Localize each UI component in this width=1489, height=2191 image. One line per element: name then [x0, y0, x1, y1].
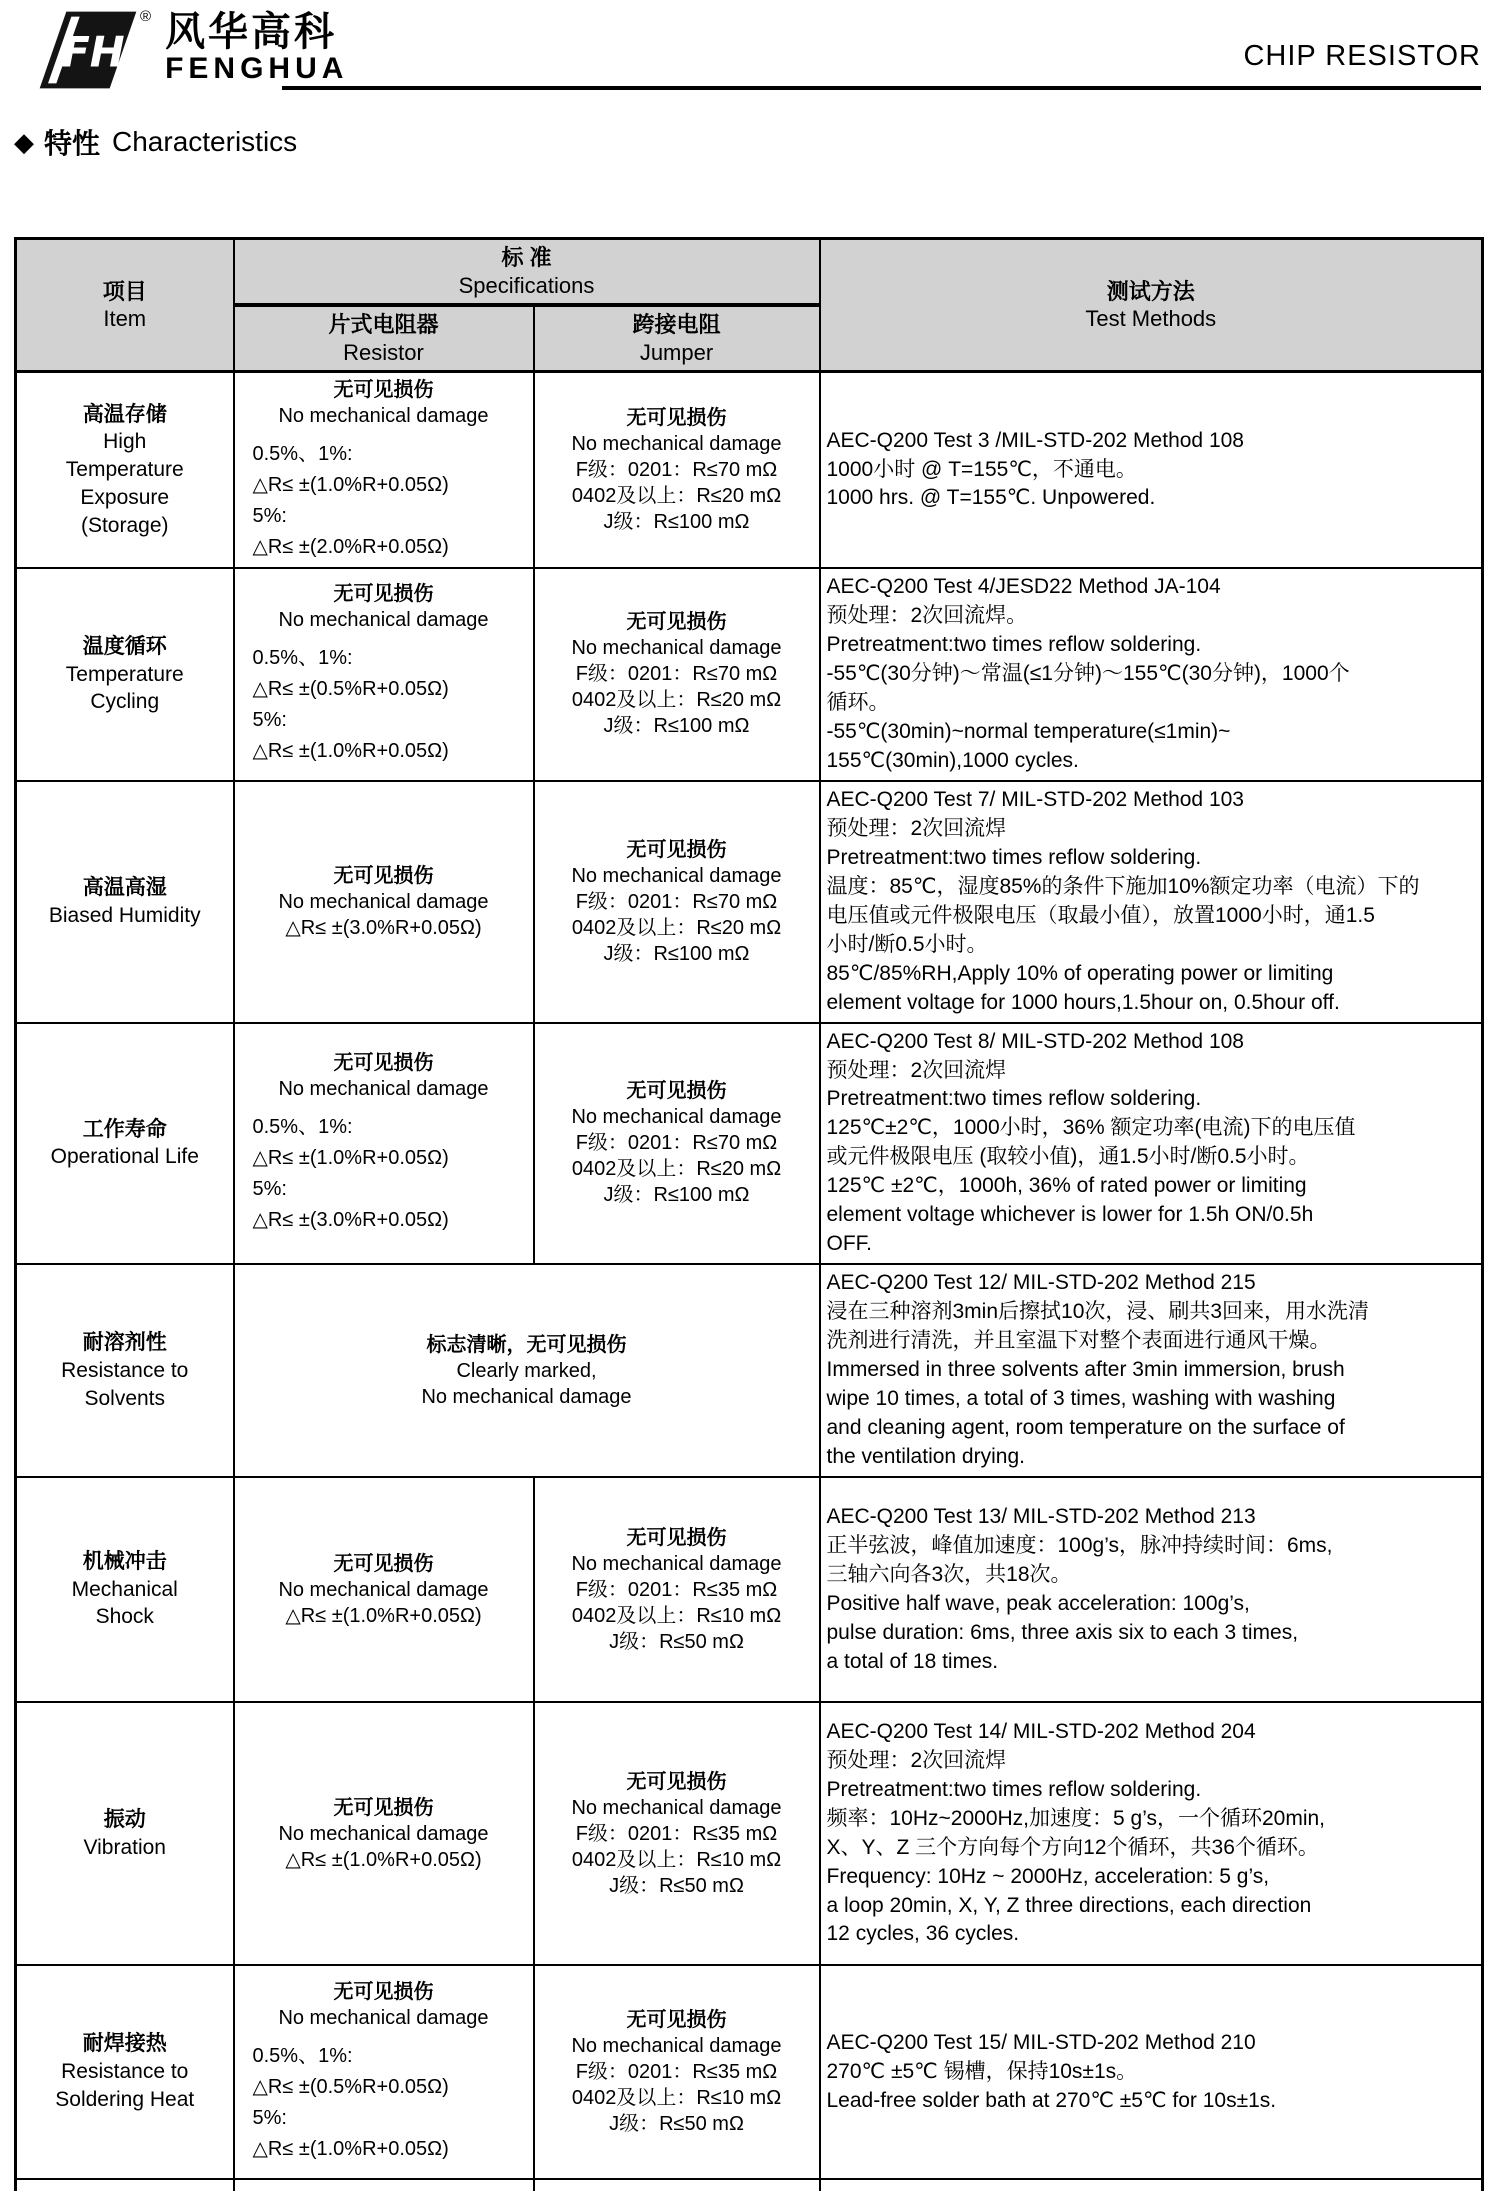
- resistor-spec-cell: [234, 372, 534, 569]
- item-cell: [16, 568, 234, 781]
- resistor-spec-line: No mechanical damage: [241, 403, 527, 429]
- test-methods-cell: [820, 372, 1483, 569]
- resistor-tolerance-line: 5%:: [253, 705, 527, 736]
- resistor-tolerance-line: 5%:: [253, 2103, 527, 2134]
- jumper-spec-cell-line: 无可见损伤: [541, 405, 813, 431]
- item-cell: [16, 1477, 234, 1702]
- doc-title: CHIP RESISTOR: [1243, 40, 1481, 73]
- item-cell-line: 温度循环: [23, 633, 227, 661]
- partial-cell: [820, 2179, 1483, 2191]
- test-methods-cell-line: 预处理：2次回流焊: [827, 1057, 1476, 1086]
- col-header-jumper-en: Jumper: [541, 339, 813, 367]
- item-cell-line: 振动: [23, 1806, 227, 1834]
- test-methods-cell-line: 125℃ ±2℃，1000h, 36% of rated power or limiting: [827, 1172, 1476, 1201]
- resistor-spec-line: 无可见损伤: [241, 863, 527, 889]
- item-cell-line: Exposure: [23, 484, 227, 512]
- item-cell-line: Biased Humidity: [23, 902, 227, 930]
- col-header-spec-en: Specifications: [241, 272, 813, 300]
- item-cell-line: 工作寿命: [23, 1116, 227, 1144]
- test-methods-cell: [820, 568, 1483, 781]
- resistor-spec-line: △R≤ ±(1.0%R+0.05Ω): [241, 1847, 527, 1873]
- item-cell-line: Soldering Heat: [23, 2086, 227, 2114]
- resistor-spec-center: [241, 377, 527, 429]
- test-methods-cell-line: 预处理：2次回流焊: [827, 1747, 1476, 1776]
- item-cell-line: Temperature: [23, 661, 227, 689]
- test-methods-cell-line: 1000 hrs. @ T=155℃. Unpowered.: [827, 484, 1476, 513]
- resistor-spec-center: [241, 1795, 527, 1873]
- test-methods-cell-line: 或元件极限电压 (取较小值)，通1.5小时/断0.5小时。: [827, 1143, 1476, 1172]
- brand-name-en: FENGHUA: [165, 52, 348, 85]
- col-header-spec-cn: 标 准: [241, 244, 813, 272]
- test-methods-cell-line: wipe 10 times, a total of 3 times, washing with washing: [827, 1385, 1476, 1414]
- jumper-spec-cell-line: 0402及以上：R≤10 mΩ: [541, 1847, 813, 1873]
- resistor-spec-line: 无可见损伤: [241, 1050, 527, 1076]
- test-methods-cell-line: AEC-Q200 Test 13/ MIL-STD-202 Method 213: [827, 1503, 1476, 1532]
- resistor-tolerance-line: △R≤ ±(2.0%R+0.05Ω): [253, 532, 527, 563]
- test-methods-cell-line: 155℃(30min),1000 cycles.: [827, 747, 1476, 776]
- item-cell-line: 高温高湿: [23, 874, 227, 902]
- resistor-spec-cell: [234, 1023, 534, 1265]
- table-row: [16, 1264, 1483, 1477]
- test-methods-cell-line: Lead-free solder bath at 270℃ ±5℃ for 10s±1s.: [827, 2087, 1476, 2116]
- jumper-spec-cell-line: 无可见损伤: [541, 1769, 813, 1795]
- resistor-spec-center: [241, 1979, 527, 2031]
- item-cell-line: 耐溶剂性: [23, 1329, 227, 1357]
- item-cell-line: Resistance to: [23, 1357, 227, 1385]
- test-methods-cell-line: AEC-Q200 Test 4/JESD22 Method JA-104: [827, 573, 1476, 602]
- test-methods-cell-line: 三轴六向各3次，共18次。: [827, 1561, 1476, 1590]
- jumper-spec-cell-line: No mechanical damage: [541, 1551, 813, 1577]
- test-methods-cell-line: -55℃(30min)~normal temperature(≤1min)~: [827, 718, 1476, 747]
- jumper-spec-cell-line: J级：R≤100 mΩ: [541, 509, 813, 535]
- test-methods-cell-line: 1000小时 @ T=155℃，不通电。: [827, 456, 1476, 485]
- test-methods-cell-line: 270℃ ±5℃ 锡槽，保持10s±1s。: [827, 2058, 1476, 2087]
- resistor-spec-line: No mechanical damage: [241, 1577, 527, 1603]
- header-rule: [282, 86, 1481, 90]
- col-header-resistor-cn: 片式电阻器: [241, 311, 527, 339]
- col-header-test-en: Test Methods: [827, 305, 1476, 333]
- test-methods-cell-line: 浸在三种溶剂3min后擦拭10次，浸、刷共3回来，用水洗清: [827, 1298, 1476, 1327]
- item-cell-line: 机械冲击: [23, 1548, 227, 1576]
- test-methods-cell: [820, 781, 1483, 1023]
- test-methods-cell-line: Pretreatment:two times reflow soldering.: [827, 631, 1476, 660]
- resistor-tolerance-line: △R≤ ±(1.0%R+0.05Ω): [253, 2134, 527, 2165]
- resistor-tolerance-line: △R≤ ±(0.5%R+0.05Ω): [253, 674, 527, 705]
- resistor-tolerance-line: △R≤ ±(1.0%R+0.05Ω): [253, 736, 527, 767]
- jumper-spec-cell: [534, 568, 820, 781]
- item-cell: [16, 1023, 234, 1265]
- item-cell: [16, 1264, 234, 1477]
- table-row: [16, 1702, 1483, 1965]
- item-cell-line: Vibration: [23, 1834, 227, 1862]
- resistor-tolerance-line: 0.5%、1%:: [253, 439, 527, 470]
- table-row: [16, 1965, 1483, 2179]
- test-methods-cell-line: OFF.: [827, 1230, 1476, 1259]
- test-methods-cell-line: AEC-Q200 Test 3 /MIL-STD-202 Method 108: [827, 427, 1476, 456]
- resistor-spec-cell: [234, 568, 534, 781]
- test-methods-cell: [820, 1264, 1483, 1477]
- jumper-spec-cell-line: F级：0201：R≤70 mΩ: [541, 1130, 813, 1156]
- resistor-tolerance-line: △R≤ ±(3.0%R+0.05Ω): [253, 1205, 527, 1236]
- jumper-spec-cell-line: 0402及以上：R≤20 mΩ: [541, 687, 813, 713]
- section-title-cn: 特性: [44, 122, 100, 162]
- jumper-spec-cell: [534, 1965, 820, 2179]
- jumper-spec-cell-line: No mechanical damage: [541, 431, 813, 457]
- jumper-spec-cell-line: F级：0201：R≤35 mΩ: [541, 1821, 813, 1847]
- resistor-tolerance-block: [241, 1112, 527, 1236]
- resistor-spec-cell: [234, 1965, 534, 2179]
- item-cell-line: Resistance to: [23, 2058, 227, 2086]
- jumper-spec-cell-line: J级：R≤50 mΩ: [541, 1629, 813, 1655]
- resistor-tolerance-line: 0.5%、1%:: [253, 1112, 527, 1143]
- test-methods-cell-line: 85℃/85%RH,Apply 10% of operating power or limiting: [827, 960, 1476, 989]
- spec-merged-cell: [234, 1264, 820, 1477]
- resistor-spec-center: [241, 581, 527, 633]
- svg-text:FH: FH: [61, 28, 124, 77]
- item-cell: [16, 781, 234, 1023]
- test-methods-cell-line: 频率：10Hz~2000Hz,加速度：5 g’s，一个循环20min,: [827, 1805, 1476, 1834]
- jumper-spec-cell: [534, 1702, 820, 1965]
- resistor-tolerance-line: △R≤ ±(1.0%R+0.05Ω): [253, 470, 527, 501]
- jumper-spec-cell-line: No mechanical damage: [541, 1795, 813, 1821]
- col-header-jumper-cn: 跨接电阻: [541, 311, 813, 339]
- registered-trademark-icon: ®: [140, 8, 151, 25]
- partial-cell: [234, 2179, 534, 2191]
- test-methods-cell-line: AEC-Q200 Test 15/ MIL-STD-202 Method 210: [827, 2029, 1476, 2058]
- jumper-spec-cell-line: No mechanical damage: [541, 1104, 813, 1130]
- test-methods-cell-line: 洗剂进行清洗，并且室温下对整个表面进行通风干燥。: [827, 1327, 1476, 1356]
- table-row: [16, 568, 1483, 781]
- test-methods-cell: [820, 1702, 1483, 1965]
- item-cell-line: Operational Life: [23, 1143, 227, 1171]
- test-methods-cell-line: Pretreatment:two times reflow soldering.: [827, 844, 1476, 873]
- jumper-spec-cell-line: F级：0201：R≤70 mΩ: [541, 457, 813, 483]
- test-methods-cell-line: Pretreatment:two times reflow soldering.: [827, 1776, 1476, 1805]
- test-methods-cell-line: pulse duration: 6ms, three axis six to each 3 times,: [827, 1619, 1476, 1648]
- jumper-spec-cell-line: F级：0201：R≤35 mΩ: [541, 2059, 813, 2085]
- jumper-spec-cell-line: 0402及以上：R≤20 mΩ: [541, 1156, 813, 1182]
- resistor-tolerance-line: 5%:: [253, 501, 527, 532]
- col-header-item-cn: 项目: [23, 278, 227, 306]
- jumper-spec-cell-line: 无可见损伤: [541, 2007, 813, 2033]
- resistor-spec-center: [241, 863, 527, 941]
- col-header-test-methods: [820, 239, 1483, 372]
- jumper-spec-cell-line: J级：R≤100 mΩ: [541, 713, 813, 739]
- test-methods-cell-line: 12 cycles, 36 cycles.: [827, 1920, 1476, 1949]
- test-methods-cell-line: 温度：85℃，湿度85%的条件下施加10%额定功率（电流）下的: [827, 873, 1476, 902]
- resistor-tolerance-line: 5%:: [253, 1174, 527, 1205]
- brand-logo: [38, 10, 348, 90]
- test-methods-cell-line: a loop 20min, X, Y, Z three directions, each direction: [827, 1892, 1476, 1921]
- item-cell-line: 高温存储: [23, 401, 227, 429]
- resistor-spec-line: 无可见损伤: [241, 1551, 527, 1577]
- resistor-spec-center: [241, 1551, 527, 1629]
- test-methods-cell-line: element voltage whichever is lower for 1.5h ON/0.5h: [827, 1201, 1476, 1230]
- jumper-spec-cell-line: J级：R≤100 mΩ: [541, 1182, 813, 1208]
- item-cell: [16, 372, 234, 569]
- test-methods-cell-line: -55℃(30分钟)～常温(≤1分钟)～155℃(30分钟)，1000个: [827, 660, 1476, 689]
- jumper-spec-cell-line: 无可见损伤: [541, 1525, 813, 1551]
- jumper-spec-cell-line: 0402及以上：R≤20 mΩ: [541, 483, 813, 509]
- jumper-spec-cell-line: No mechanical damage: [541, 635, 813, 661]
- brand-text: [165, 12, 348, 85]
- test-methods-cell-line: AEC-Q200 Test 8/ MIL-STD-202 Method 108: [827, 1028, 1476, 1057]
- section-title-en: Characteristics: [112, 126, 297, 158]
- resistor-tolerance-block: [241, 439, 527, 563]
- resistor-spec-line: No mechanical damage: [241, 2005, 527, 2031]
- diamond-bullet-icon: ◆: [14, 127, 34, 158]
- table-row: [16, 372, 1483, 569]
- resistor-spec-line: △R≤ ±(3.0%R+0.05Ω): [241, 915, 527, 941]
- resistor-tolerance-line: △R≤ ±(1.0%R+0.05Ω): [253, 1143, 527, 1174]
- jumper-spec-cell-line: J级：R≤100 mΩ: [541, 941, 813, 967]
- test-methods-cell-line: 小时/断0.5小时。: [827, 931, 1476, 960]
- fenghua-logo-icon: [38, 10, 138, 90]
- item-cell-line: Solvents: [23, 1385, 227, 1413]
- item-cell-line: 耐焊接热: [23, 2030, 227, 2058]
- jumper-spec-cell-line: 0402及以上：R≤20 mΩ: [541, 915, 813, 941]
- resistor-spec-cell: [234, 1702, 534, 1965]
- test-methods-cell: [820, 1477, 1483, 1702]
- resistor-spec-line: 无可见损伤: [241, 1795, 527, 1821]
- resistor-spec-line: No mechanical damage: [241, 889, 527, 915]
- test-methods-cell-line: AEC-Q200 Test 14/ MIL-STD-202 Method 204: [827, 1718, 1476, 1747]
- item-cell: [16, 1702, 234, 1965]
- test-methods-cell-line: 循环。: [827, 689, 1476, 718]
- test-methods-cell-line: a total of 18 times.: [827, 1648, 1476, 1677]
- col-header-resistor-en: Resistor: [241, 339, 527, 367]
- partial-cell: [16, 2179, 234, 2191]
- table-row: [16, 1477, 1483, 1702]
- resistor-tolerance-block: [241, 2041, 527, 2165]
- resistor-spec-center: [241, 1050, 527, 1102]
- resistor-spec-line: No mechanical damage: [241, 1821, 527, 1847]
- characteristics-table: [14, 237, 1484, 2191]
- test-methods-cell-line: element voltage for 1000 hours,1.5hour on, 0.5hour off.: [827, 989, 1476, 1018]
- jumper-spec-cell-line: No mechanical damage: [541, 863, 813, 889]
- jumper-spec-cell-line: 0402及以上：R≤10 mΩ: [541, 2085, 813, 2111]
- resistor-spec-line: 无可见损伤: [241, 581, 527, 607]
- resistor-tolerance-line: △R≤ ±(0.5%R+0.05Ω): [253, 2072, 527, 2103]
- test-methods-cell-line: 电压值或元件极限电压（取最小值），放置1000小时，通1.5: [827, 902, 1476, 931]
- test-methods-cell-line: Pretreatment:two times reflow soldering.: [827, 1085, 1476, 1114]
- col-header-specifications: [234, 239, 820, 306]
- table-row-partial: [16, 2179, 1483, 2191]
- jumper-spec-cell: [534, 1477, 820, 1702]
- jumper-spec-cell-line: F级：0201：R≤70 mΩ: [541, 889, 813, 915]
- item-cell-line: Shock: [23, 1603, 227, 1631]
- col-header-resistor: [234, 305, 534, 372]
- item-cell: [16, 1965, 234, 2179]
- resistor-tolerance-line: 0.5%、1%:: [253, 2041, 527, 2072]
- resistor-spec-line: 无可见损伤: [241, 1979, 527, 2005]
- jumper-spec-cell-line: J级：R≤50 mΩ: [541, 2111, 813, 2137]
- spec-merged-cell-line: No mechanical damage: [241, 1384, 813, 1410]
- test-methods-cell-line: Immersed in three solvents after 3min immersion, brush: [827, 1356, 1476, 1385]
- resistor-spec-line: No mechanical damage: [241, 607, 527, 633]
- jumper-spec-cell: [534, 1023, 820, 1265]
- item-cell-line: Cycling: [23, 688, 227, 716]
- test-methods-cell-line: 预处理：2次回流焊。: [827, 602, 1476, 631]
- test-methods-cell-line: 正半弦波，峰值加速度：100g’s，脉冲持续时间：6ms,: [827, 1532, 1476, 1561]
- characteristics-table-body: [16, 372, 1483, 2191]
- jumper-spec-cell-line: F级：0201：R≤70 mΩ: [541, 661, 813, 687]
- test-methods-cell-line: Frequency: 10Hz ~ 2000Hz, acceleration: 5 g’s,: [827, 1863, 1476, 1892]
- test-methods-cell-line: AEC-Q200 Test 7/ MIL-STD-202 Method 103: [827, 786, 1476, 815]
- item-cell-line: (Storage): [23, 512, 227, 540]
- jumper-spec-cell-line: 0402及以上：R≤10 mΩ: [541, 1603, 813, 1629]
- col-header-item: [16, 239, 234, 372]
- section-title: [14, 122, 297, 162]
- test-methods-cell-line: AEC-Q200 Test 12/ MIL-STD-202 Method 215: [827, 1269, 1476, 1298]
- test-methods-cell: [820, 1965, 1483, 2179]
- jumper-spec-cell-line: No mechanical damage: [541, 2033, 813, 2059]
- jumper-spec-cell-line: F级：0201：R≤35 mΩ: [541, 1577, 813, 1603]
- test-methods-cell-line: the ventilation drying.: [827, 1443, 1476, 1472]
- test-methods-cell-line: 125℃±2℃，1000小时，36% 额定功率(电流)下的电压值: [827, 1114, 1476, 1143]
- jumper-spec-cell: [534, 372, 820, 569]
- col-header-item-en: Item: [23, 305, 227, 333]
- item-cell-line: Temperature: [23, 456, 227, 484]
- jumper-spec-cell-line: 无可见损伤: [541, 609, 813, 635]
- spec-merged-cell-line: 标志清晰，无可见损伤: [241, 1332, 813, 1358]
- test-methods-cell-line: and cleaning agent, room temperature on the surface of: [827, 1414, 1476, 1443]
- resistor-spec-line: 无可见损伤: [241, 377, 527, 403]
- jumper-spec-cell: [534, 781, 820, 1023]
- jumper-spec-cell-line: 无可见损伤: [541, 837, 813, 863]
- test-methods-cell: [820, 1023, 1483, 1265]
- table-row: [16, 781, 1483, 1023]
- resistor-spec-cell: [234, 781, 534, 1023]
- brand-name-cn: 风华高科: [165, 12, 348, 52]
- item-cell-line: High: [23, 428, 227, 456]
- test-methods-cell-line: X、Y、Z 三个方向每个方向12个循环，共36个循环。: [827, 1834, 1476, 1863]
- col-header-test-cn: 测试方法: [827, 278, 1476, 306]
- resistor-tolerance-line: 0.5%、1%:: [253, 643, 527, 674]
- col-header-jumper: [534, 305, 820, 372]
- spec-merged-cell-line: Clearly marked,: [241, 1358, 813, 1384]
- jumper-spec-cell-line: 无可见损伤: [541, 1078, 813, 1104]
- resistor-spec-line: No mechanical damage: [241, 1076, 527, 1102]
- resistor-tolerance-block: [241, 643, 527, 767]
- partial-cell: [534, 2179, 820, 2191]
- resistor-spec-line: △R≤ ±(1.0%R+0.05Ω): [241, 1603, 527, 1629]
- table-row: [16, 1023, 1483, 1265]
- jumper-spec-cell-line: J级：R≤50 mΩ: [541, 1873, 813, 1899]
- test-methods-cell-line: Positive half wave, peak acceleration: 100g’s,: [827, 1590, 1476, 1619]
- resistor-spec-cell: [234, 1477, 534, 1702]
- test-methods-cell-line: 预处理：2次回流焊: [827, 815, 1476, 844]
- item-cell-line: Mechanical: [23, 1576, 227, 1604]
